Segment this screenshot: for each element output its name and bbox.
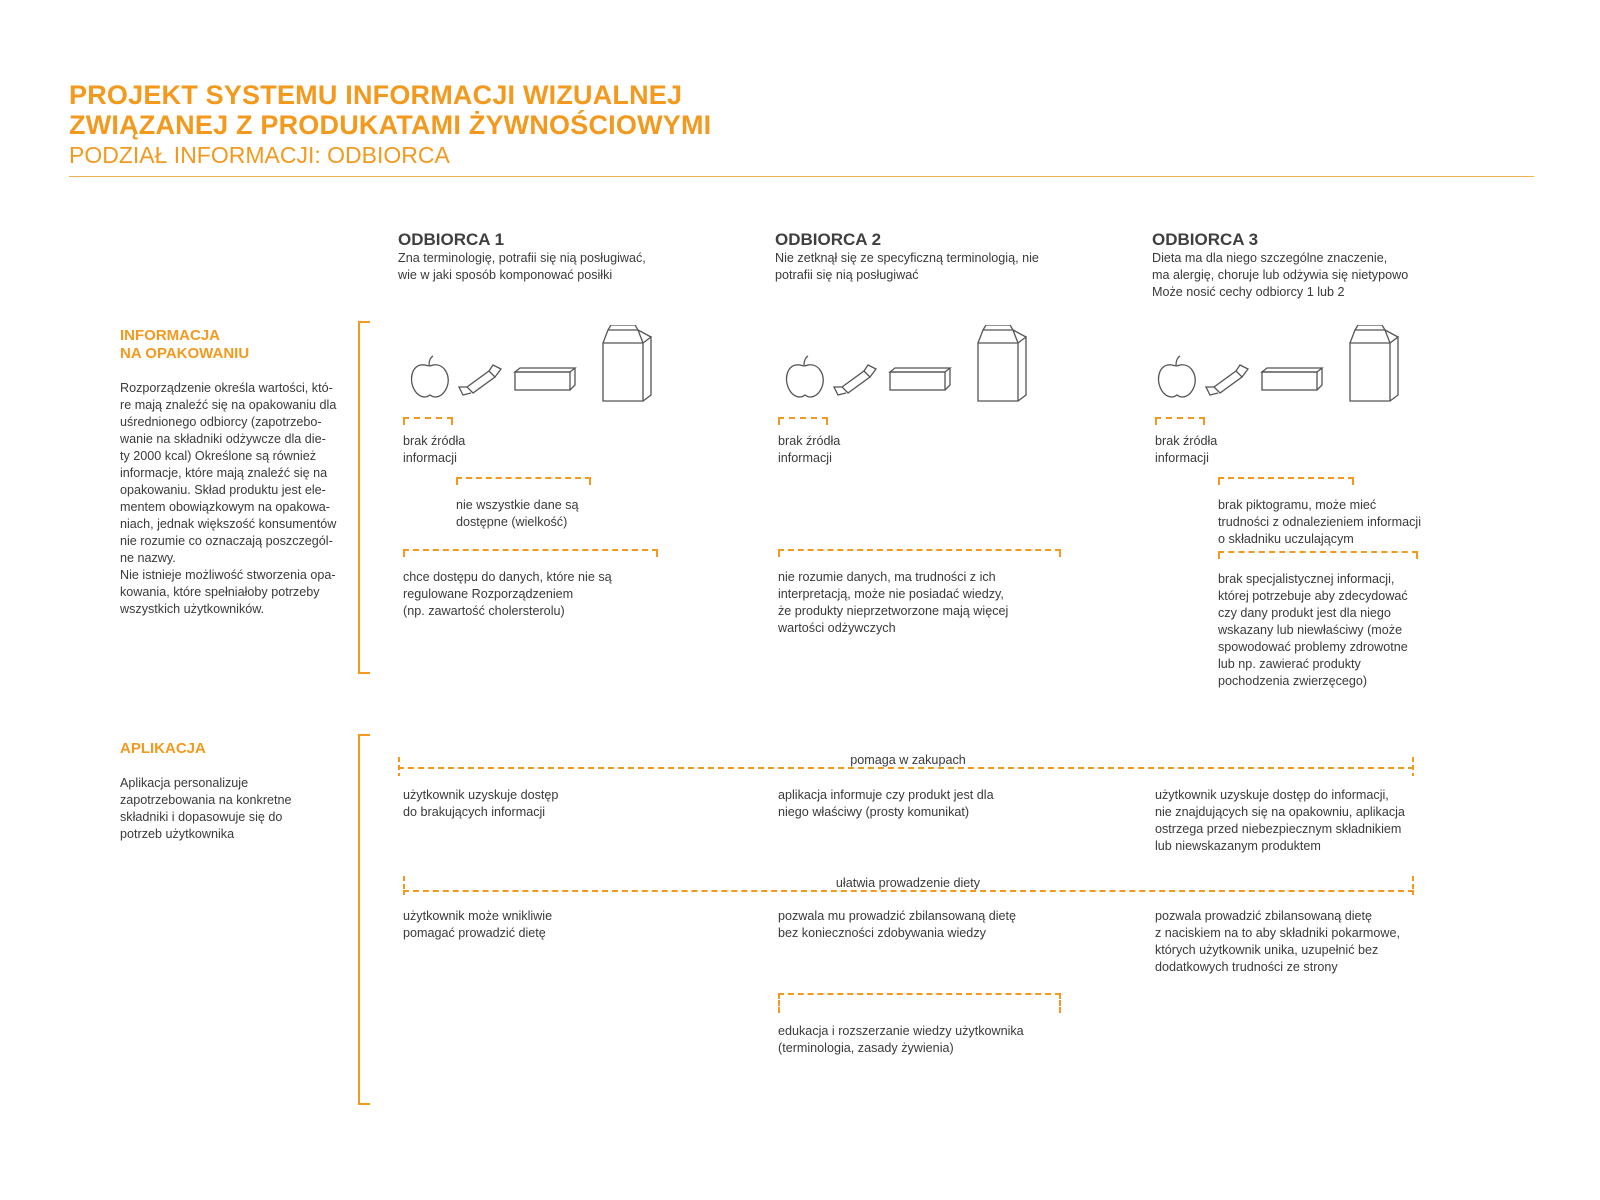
- shopping-col-1: użytkownik uzyskuje dostęp do brakujących informacji: [403, 788, 559, 819]
- milk-carton-icon: [978, 325, 1026, 401]
- milk-carton-icon: [1350, 325, 1398, 401]
- apple-icon: [1159, 356, 1196, 397]
- candy-icon: [834, 365, 876, 395]
- c3-no-source-note: brak źródła informacji: [1155, 434, 1218, 465]
- subtitle: PODZIAŁ INFORMACJI: ODBIORCA: [69, 142, 450, 168]
- packaging-section-body: Rozporządzenie określa wartości, któ- re mają znaleźć się na opakowaniu dla uśrednionego odbiorcy (zapotrzebo- wanie na składniki odżywcze dla die- ty 2000 kcal) Określone są również informacje, które mają znaleźć się na opakowaniu. Skład produktu jest ele- mentem obowiązkowym na opakowa- niach, jednak większość konsumentów nie rozumie co oznaczają poszczegól- ne nazwy. Nie istnieje możliwość stworzenia opa- kowania, które spełniałoby potrzeby wszystkich użytkowników.: [120, 381, 337, 616]
- column-1-desc: Zna terminologię, potrafii się nią posługiwać, wie w jaki sposób komponować posiłki: [398, 251, 646, 282]
- app-section-body: Aplikacja personalizuje zapotrzebowania na konkretne składniki i dopasowuje się do potrzeb użytkownika: [120, 776, 292, 841]
- diet-dash-line: [403, 890, 1414, 892]
- shopping-left-tick: [398, 757, 400, 776]
- milk-carton-icon: [603, 325, 651, 401]
- diet-left-tick: [403, 876, 405, 895]
- shopping-right-tick: [1412, 757, 1414, 776]
- c1-size-bracket: [456, 477, 591, 485]
- education-bracket: [778, 993, 1061, 1013]
- education-note: edukacja i rozszerzanie wiedzy użytkownika (terminologia, zasady żywienia): [778, 1024, 1024, 1055]
- packaging-section-title: INFORMACJA NA OPAKOWANIU: [120, 327, 250, 362]
- c1-not-all-note: nie wszystkie dane są dostępne (wielkość): [456, 498, 579, 529]
- c3-no-pictogram-note: brak piktogramu, może mieć trudności z odnalezieniem informacji o składniku uczulającym: [1218, 498, 1421, 546]
- candy-icon: [459, 365, 501, 395]
- c2-apple-bracket: [778, 417, 828, 425]
- diet-col-3: pozwala prowadzić zbilansowaną dietę z naciskiem na to aby składniki pokarmowe, których użytkownik unika, uzupełnić bez dodatkowych trudności ze strony: [1155, 909, 1400, 974]
- column-3-icons: [1152, 325, 1412, 405]
- header-rule: [69, 176, 1534, 177]
- column-1-title: ODBIORCA 1: [398, 230, 505, 249]
- title-line-1: PROJEKT SYSTEMU INFORMACJI WIZUALNEJ: [69, 80, 683, 110]
- app-bracket: [358, 734, 370, 1105]
- diet-right-tick: [1412, 876, 1414, 895]
- butter-bar-icon: [515, 368, 575, 390]
- packaging-bracket: [358, 321, 370, 674]
- column-2-desc: Nie zetknął się ze specyficzną terminologią, nie potrafii się nią posługiwać: [775, 251, 1039, 282]
- diet-label: ułatwia prowadzenie diety: [808, 876, 1008, 890]
- c1-apple-bracket: [403, 417, 453, 425]
- title-line-2: ZWIĄZANEJ Z PRODUKATAMI ŻYWNOŚCIOWYMI: [69, 110, 712, 140]
- c2-not-understand-bracket: [778, 549, 1061, 557]
- column-3-desc: Dieta ma dla niego szczególne znaczenie, ma alergię, choruje lub odżywia się nietypowo Może nosić cechy odbiorcy 1 lub 2: [1152, 251, 1409, 299]
- apple-icon: [787, 356, 824, 397]
- candy-icon: [1206, 365, 1248, 395]
- c3-apple-bracket: [1155, 417, 1205, 425]
- column-2-icons: [780, 325, 1040, 405]
- shopping-col-3: użytkownik uzyskuje dostęp do informacji, nie znajdujących się na opakowniu, aplikacja ostrzega przed niebezpiecznym składnikiem lub niewskazanym produktem: [1155, 788, 1405, 853]
- shopping-col-2: aplikacja informuje czy produkt jest dla niego właściwy (prosty komunikat): [778, 788, 994, 819]
- diet-col-1: użytkownik może wnikliwie pomagać prowadzić dietę: [403, 909, 553, 940]
- c2-no-source-note: brak źródła informacji: [778, 434, 841, 465]
- column-3-title: ODBIORCA 3: [1152, 230, 1259, 249]
- butter-bar-icon: [890, 368, 950, 390]
- shopping-label: pomaga w zakupach: [808, 753, 1008, 767]
- c1-wants-note: chce dostępu do danych, które nie są regulowane Rozporządzeniem (np. zawartość cholersterolu): [403, 570, 612, 618]
- butter-bar-icon: [1262, 368, 1322, 390]
- apple-icon: [412, 356, 449, 397]
- c3-pictogram-bracket: [1218, 477, 1354, 485]
- c1-wants-bracket: [403, 549, 658, 557]
- diet-col-2: pozwala mu prowadzić zbilansowaną dietę bez konieczności zdobywania wiedzy: [778, 909, 1017, 940]
- app-section-title: APLIKACJA: [120, 740, 206, 757]
- shopping-dash-line: [398, 767, 1414, 769]
- column-2-title: ODBIORCA 2: [775, 230, 882, 249]
- c1-no-source-note: brak źródła informacji: [403, 434, 466, 465]
- column-1-icons: [405, 325, 665, 405]
- c2-not-understand-note: nie rozumie danych, ma trudności z ich interpretacją, może nie posiadać wiedzy, że produkty nieprzetworzone mają więcej wartości odżywczych: [778, 570, 1009, 635]
- c3-special-bracket: [1218, 551, 1418, 559]
- c3-no-special-note: brak specjalistycznej informacji, której potrzebuje aby zdecydować czy dany produkt jest dla niego wskazany lub niewłaściwy (może spowodować problemy zdrowotne lub np. zawierać produkty pochodzenia zwierzęcego): [1218, 572, 1408, 688]
